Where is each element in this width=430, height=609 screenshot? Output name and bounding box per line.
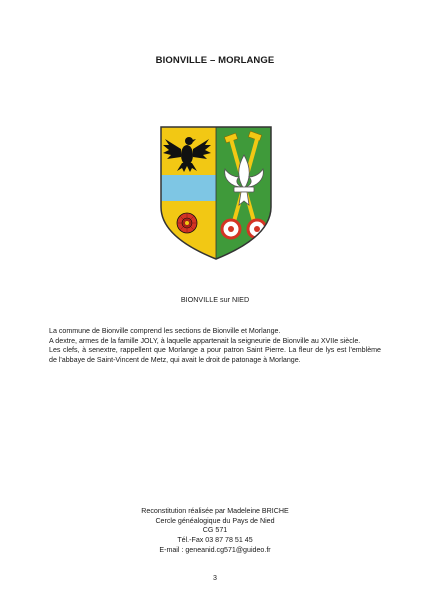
credit-organization: Cercle généalogique du Pays de Nied — [155, 516, 275, 525]
paragraph: La commune de Bionville comprend les sections de Bionville et Morlange. — [49, 327, 281, 335]
coat-of-arms-icon — [159, 125, 273, 261]
paragraph: Les clefs, à senextre, rappellent que Morlange a pour patron Saint Pierre. La fleur de lys est l'emblème de l'abbaye de Saint-Vincent de Metz, qui avait le droit de patonage à Morlange. — [49, 346, 381, 364]
rose-icon — [177, 213, 197, 233]
page-number: 3 — [213, 574, 217, 582]
page-title: BIONVILLE – MORLANGE — [155, 55, 275, 66]
credit-author: Reconstitution réalisée par Madeleine BRICHE — [141, 507, 289, 515]
paragraph: A dextre, armes de la famille JOLY, à laquelle appartenait la seigneurie de Bionville au XVIIe siècle. — [49, 336, 361, 345]
credit-email: E-mail : geneanid.cg571@guideo.fr — [159, 545, 271, 554]
credits-block — [0, 507, 430, 556]
body-text — [49, 327, 381, 365]
credit-phone: Tél.-Fax 03 87 78 51 45 — [177, 536, 253, 545]
credit-code: CG 571 — [202, 526, 228, 535]
document-subtitle: BIONVILLE sur NIED — [180, 295, 250, 304]
